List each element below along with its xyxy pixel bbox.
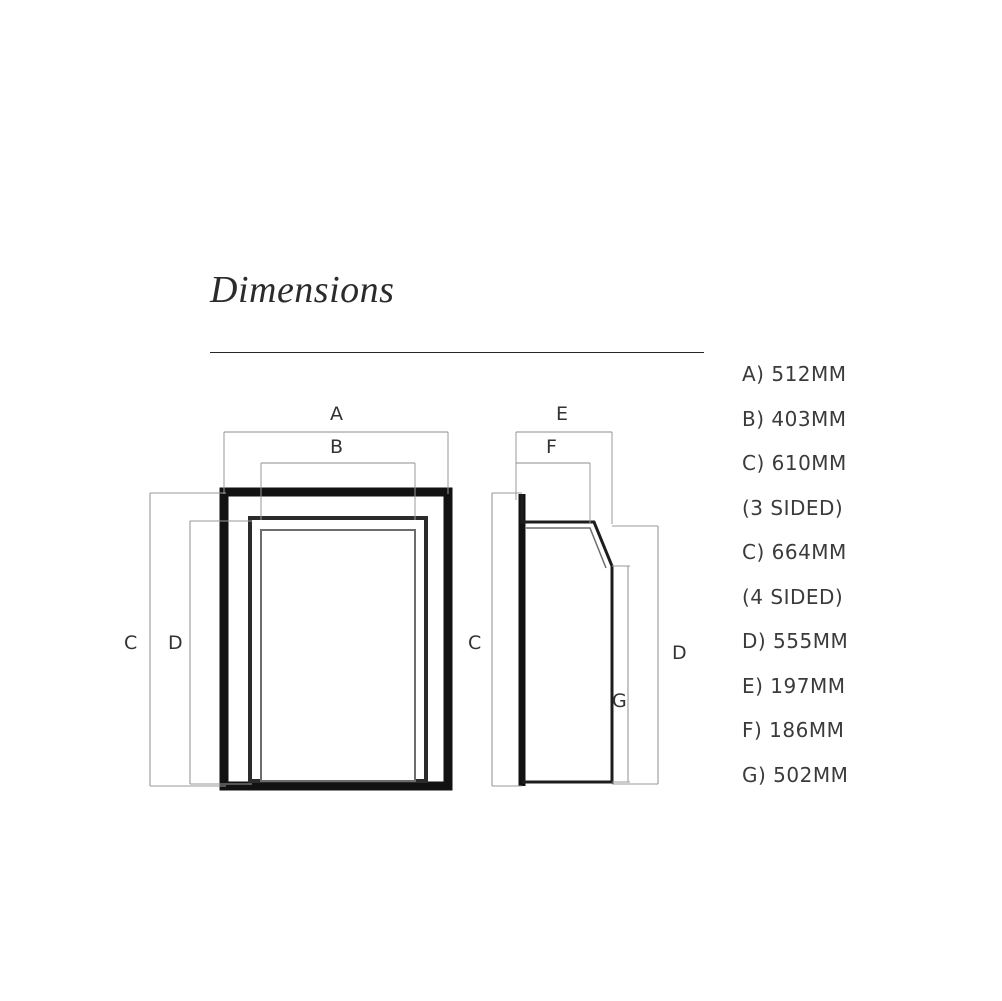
spec-c-3sided: C) 610MM	[742, 451, 847, 475]
side-view	[492, 432, 658, 786]
page-title: Dimensions	[210, 269, 395, 311]
side-inner-shelf	[526, 528, 606, 568]
spec-g: G) 502MM	[742, 762, 849, 787]
label-d-side: D	[672, 642, 687, 664]
side-body-profile	[522, 494, 612, 782]
label-e: E	[556, 403, 569, 425]
spec-e: E) 197MM	[742, 673, 846, 698]
spec-c-4sided: C) 664MM	[742, 540, 847, 564]
label-a: A	[330, 403, 343, 425]
front-aperture	[261, 530, 415, 781]
label-b: B	[330, 436, 344, 458]
label-f: F	[546, 436, 557, 458]
spec-d: D) 555MM	[742, 629, 849, 653]
label-c-side: C	[468, 632, 482, 654]
label-d-front: D	[168, 632, 183, 654]
spec-b: B) 403MM	[742, 406, 847, 431]
spec-f: F) 186MM	[742, 718, 845, 742]
front-view	[150, 432, 448, 786]
spec-c-4sided-note: (4 SIDED)	[742, 584, 844, 609]
label-g: G	[612, 690, 627, 712]
label-c-front: C	[124, 632, 138, 654]
spec-a: A) 512MM	[742, 362, 847, 386]
spec-c-3sided-note: (3 SIDED)	[742, 495, 844, 520]
